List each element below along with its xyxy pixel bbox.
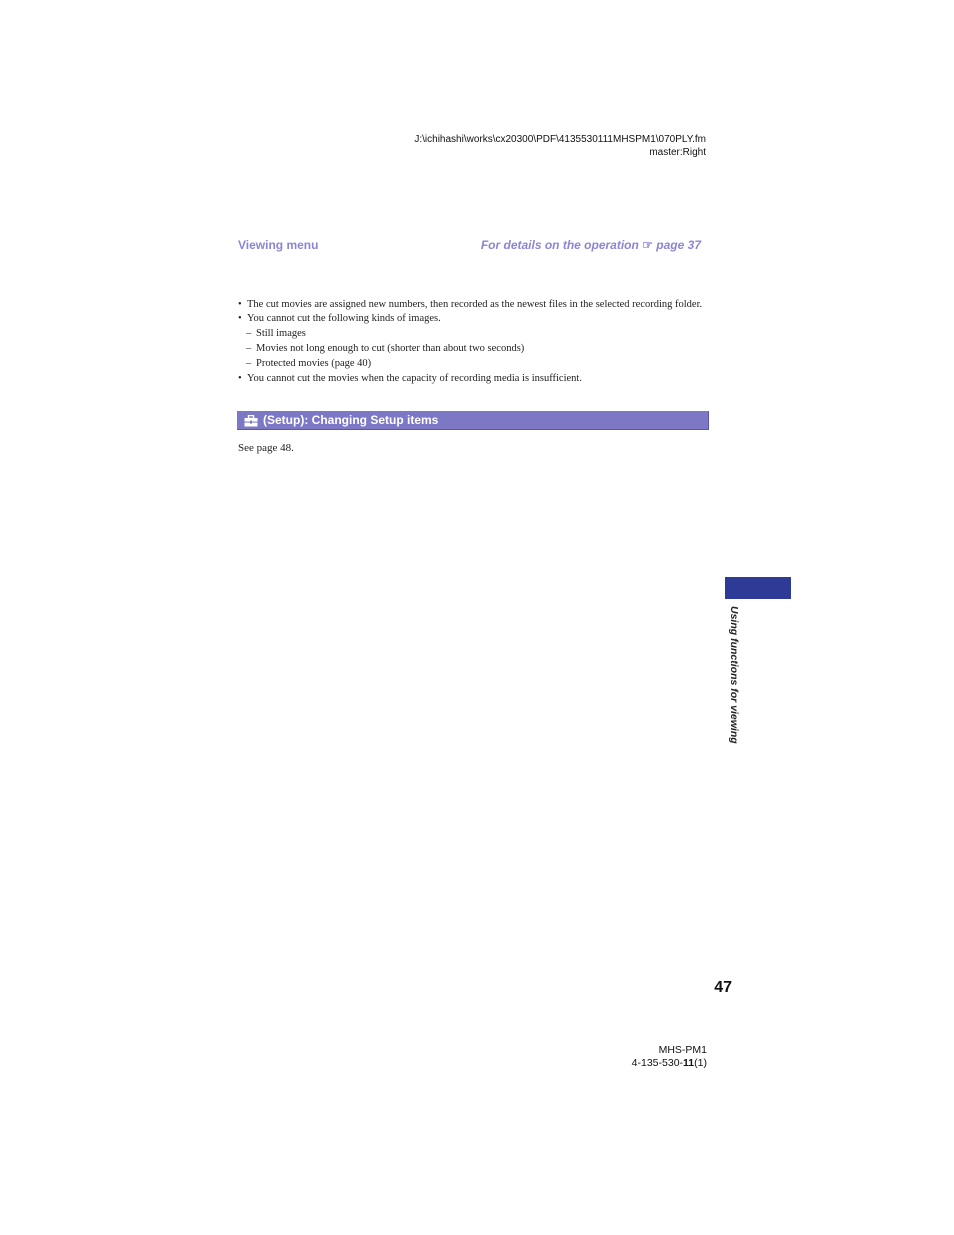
running-header-left: Viewing menu (238, 238, 319, 252)
file-path: J:\ichihashi\works\cx20300\PDF\4135530111MHSPM1\070PLY.fm (414, 134, 706, 145)
sub-note-item: – Protected movies (page 40) (238, 357, 708, 371)
code-suffix: (1) (694, 1057, 707, 1069)
section-title: (Setup): Changing Setup items (263, 413, 439, 427)
chapter-tab (725, 577, 791, 599)
note-item: • You cannot cut the movies when the capacity of recording media is insufficient. (238, 372, 708, 386)
sub-note-item: – Still images (238, 327, 708, 341)
chapter-tab-label: Using functions for viewing (728, 606, 740, 744)
toolbox-icon (244, 414, 258, 426)
notes-list (238, 298, 708, 386)
see-page-reference: See page 48. (238, 442, 294, 454)
footer-product-code (632, 1044, 707, 1070)
pointing-hand-icon: ☞ (642, 238, 653, 252)
master-page-label: master:Right (649, 147, 706, 158)
section-heading-setup (237, 411, 709, 430)
note-item: • The cut movies are assigned new numbers, then recorded as the newest files in the selected recording folder. (238, 298, 708, 312)
page-number: 47 (714, 979, 732, 996)
file-path-info (414, 133, 706, 159)
running-header-right (481, 238, 701, 252)
model-number: MHS-PM1 (658, 1044, 707, 1056)
code-prefix: 4-135-530- (631, 1057, 684, 1069)
operation-details-text: For details on the operation (480, 238, 639, 252)
code-revision: 11 (683, 1057, 695, 1069)
document-code (632, 1057, 707, 1070)
sub-note-item: – Movies not long enough to cut (shorter than about two seconds) (238, 342, 708, 356)
operation-page-ref: page 37 (656, 238, 701, 252)
note-item: • You cannot cut the following kinds of images. (238, 312, 708, 326)
